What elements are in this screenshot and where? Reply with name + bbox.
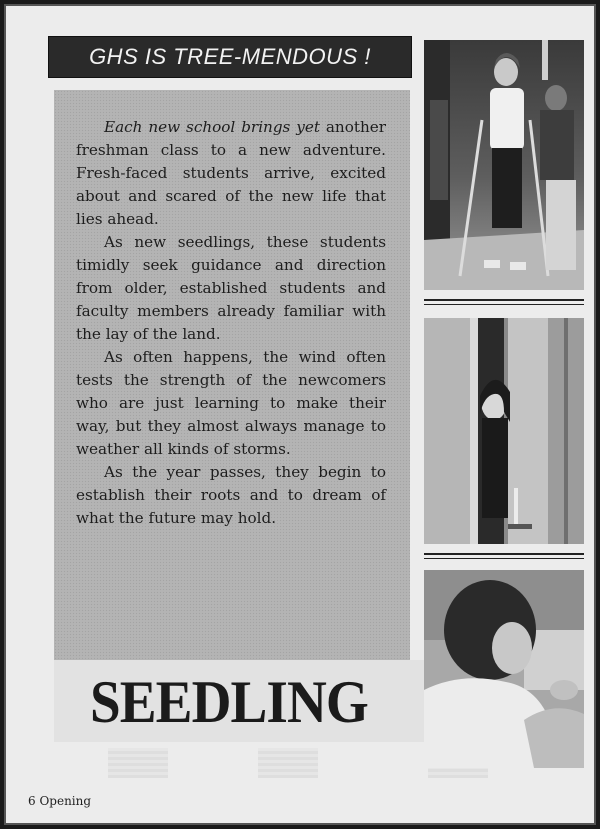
header-title: GHS IS TREE-MENDOUS ! <box>89 44 371 69</box>
desk-photo-image <box>424 570 584 768</box>
title-band <box>54 660 426 742</box>
photo-student-on-crutches <box>424 40 584 290</box>
story-paragraph-1 <box>76 116 386 231</box>
story-lead-rest: another freshman class to a new adventure. Fresh-faced students arrive, excited about and scared of the new life that lies ahead. <box>76 118 386 228</box>
header-banner <box>48 36 412 78</box>
door-photo-image <box>424 318 584 544</box>
photo-student-at-desk <box>424 570 584 768</box>
yearbook-page <box>4 4 596 825</box>
photo-divider <box>424 299 584 301</box>
photo-divider <box>424 553 584 555</box>
photo-divider <box>424 558 584 559</box>
story-lead-italic: Each new school brings yet <box>104 118 320 136</box>
show-through-text <box>108 748 168 778</box>
story-panel <box>54 90 410 660</box>
story-paragraph-3: As often happens, the wind often tests the strength of the newcomers who are just learning to make their way, but they almost always manage to weather all kinds of storms. <box>76 348 386 458</box>
story-paragraph-4: As the year passes, they begin to establish their roots and to dream of what the future may hold. <box>76 463 386 527</box>
crutches-photo-image <box>424 40 584 290</box>
show-through-text <box>258 748 318 778</box>
photo-divider <box>424 304 584 305</box>
title-word: SEEDLING <box>90 669 368 735</box>
photo-student-peeking-door <box>424 318 584 544</box>
story-paragraph-2: As new seedlings, these students timidly seek guidance and direction from older, established students and faculty members already familiar with the lay of the land. <box>76 233 386 343</box>
page-folio: 6 Opening <box>28 794 92 808</box>
story-text <box>76 116 386 530</box>
